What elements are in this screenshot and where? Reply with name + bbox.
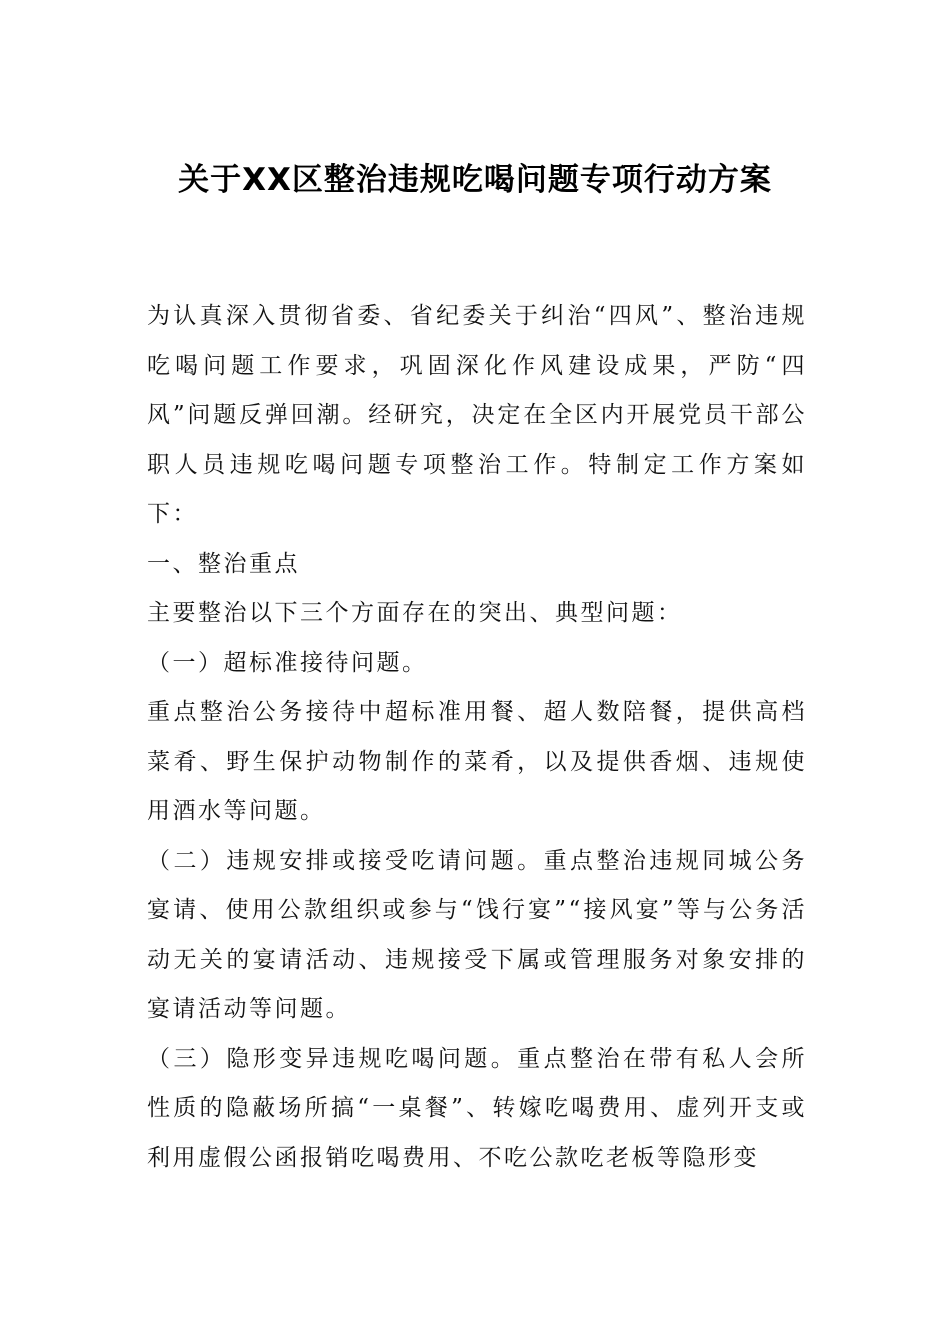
section-heading-1: 一、整治重点 <box>147 550 300 577</box>
subsection-heading-1: （一）超标准接待问题。 <box>147 649 428 676</box>
document-title: 关于XX区整治违规吃喝问题专项行动方案 <box>178 162 772 198</box>
paragraph-section-1-intro: 主要整治以下三个方面存在的突出、典型问题： <box>147 600 683 626</box>
paragraph-intro: 为认真深入贯彻省委、省纪委关于纠治“四风”、整治违规吃喝问题工作要求，巩固深化作风建设成果，严防“四风”问题反弹回潮。经研究，决定在全区内开展党员干部公职人员违规吃喝问题专项整治工作。特制定工作方案如下： <box>147 303 807 527</box>
paragraph-subsection-3: （三）隐形变异违规吃喝问题。重点整治在带有私人会所性质的隐蔽场所搞“一桌餐”、转嫁吃喝费用、虚列开支或利用虚假公函报销吃喝费用、不吃公款吃老板等隐形变 <box>147 1045 807 1171</box>
paragraph-subsection-1: 重点整治公务接待中超标准用餐、超人数陪餐，提供高档菜肴、野生保护动物制作的菜肴，以及提供香烟、违规使用酒水等问题。 <box>147 699 807 824</box>
paragraph-subsection-2: （二）违规安排或接受吃请问题。重点整治违规同城公务宴请、使用公款组织或参与“饯行宴”“接风宴”等与公务活动无关的宴请活动、违规接受下属或管理服务对象安排的宴请活动等问题。 <box>147 847 807 1022</box>
document-body <box>147 292 807 1183</box>
